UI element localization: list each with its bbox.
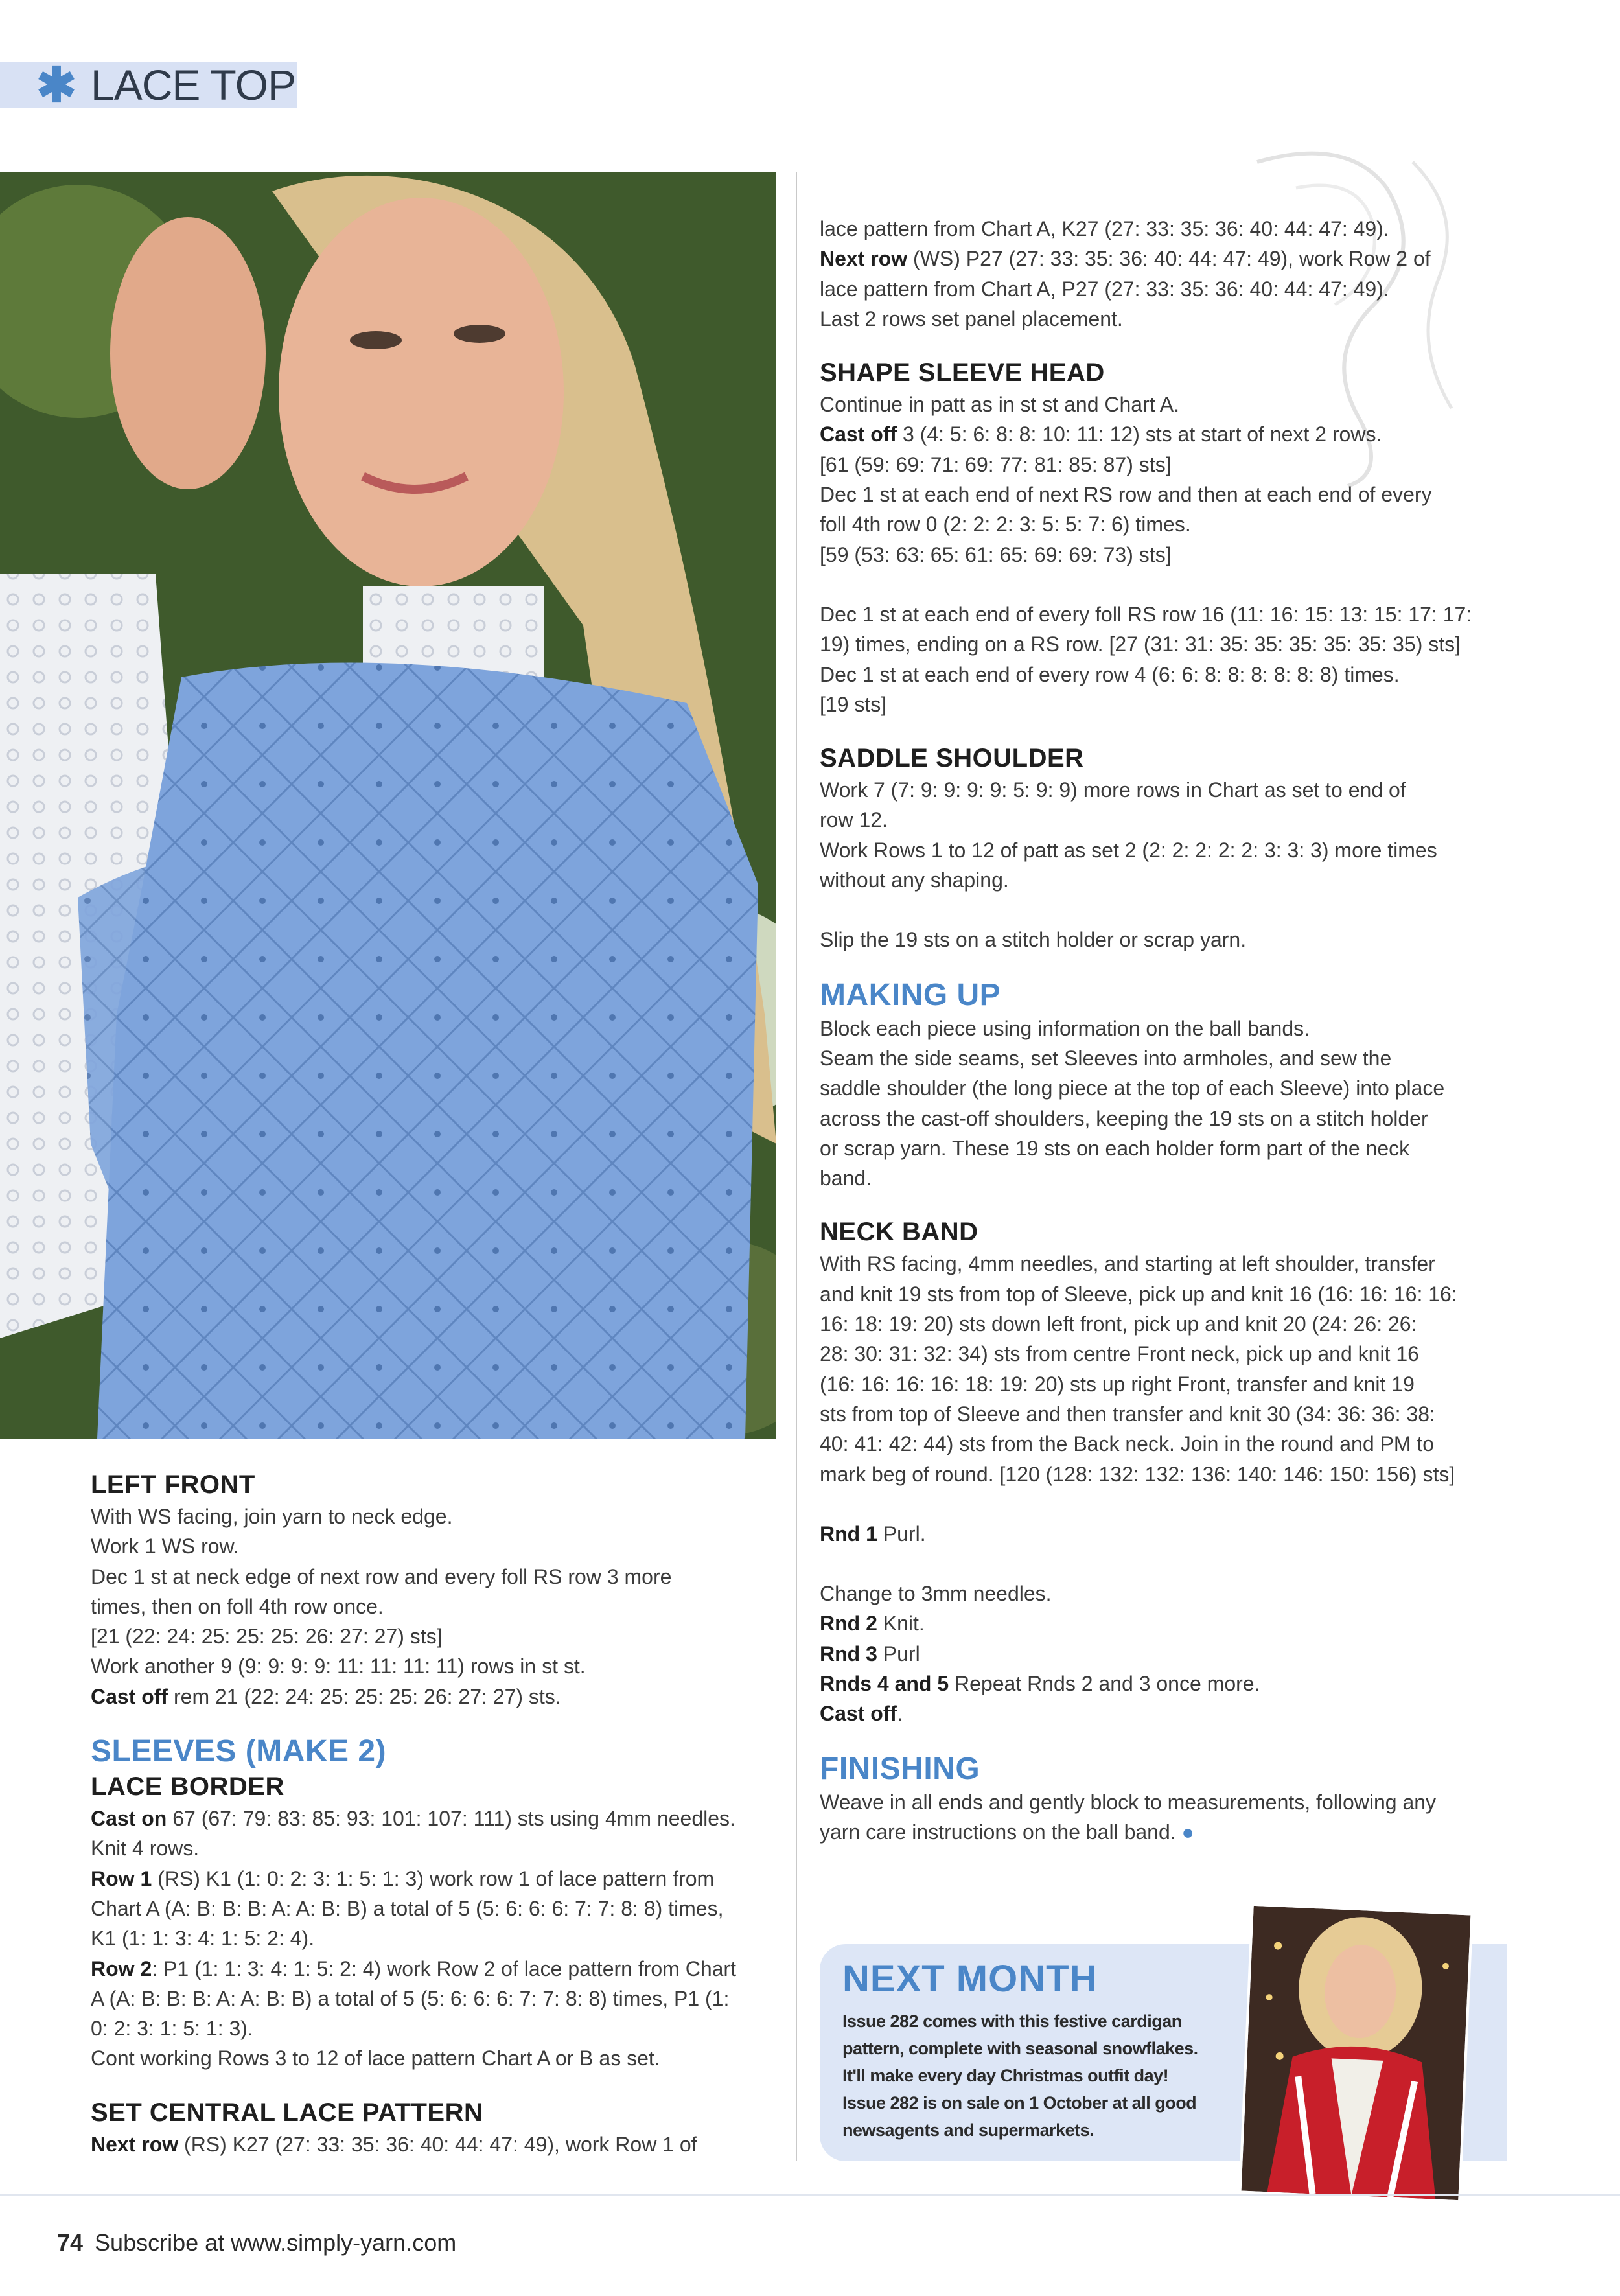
fi-line: Weave in all ends and gently block to measurements, following any — [820, 1790, 1437, 1814]
next-month-line: It'll make every day Christmas outfit day! — [842, 2066, 1169, 2085]
model-photo — [0, 172, 776, 1439]
footer-rule — [0, 2194, 1620, 2196]
sh-line: Dec 1 st at each end of every row 4 (6: 6: 8: 8: 8: 8: 8: 8) times. — [820, 662, 1400, 686]
making-up-heading: MAKING UP — [820, 977, 1001, 1012]
sh-line: [19 sts] — [820, 692, 887, 716]
sleeve-head-heading: SHAPE SLEEVE HEAD — [820, 358, 1105, 388]
rnd-line — [820, 1608, 1520, 1638]
page-number: 74 — [57, 2229, 84, 2256]
next-month-line: Issue 282 comes with this festive cardigan — [842, 2012, 1182, 2031]
sh-line: Dec 1 st at each end of next RS row and then at each end of every — [820, 483, 1432, 507]
rnd-line — [820, 1669, 1520, 1699]
lf-line: Work another 9 (9: 9: 9: 9: 11: 11: 11: 11) rows in st st. — [91, 1654, 586, 1678]
lb-line — [91, 1954, 784, 1984]
lf-line: With WS facing, join yarn to neck edge. — [91, 1505, 453, 1528]
footer — [57, 2229, 456, 2256]
r-bold: Next row — [820, 247, 908, 271]
lb-bold: Cast on — [91, 1807, 167, 1831]
rnd-bold: Rnd 2 — [820, 1612, 877, 1636]
mu-line: Seam the side seams, set Sleeves into armholes, and sew the — [820, 1046, 1392, 1070]
nb-line: 28: 30: 31: 32: 34) sts from centre Front neck, pick up and knit 16 — [820, 1342, 1419, 1366]
mu-line: band. — [820, 1166, 872, 1190]
lf-line: Work 1 WS row. — [91, 1535, 239, 1559]
fi-line — [820, 1817, 1520, 1847]
rnd-text: Repeat Rnds 2 and 3 once more. — [949, 1671, 1260, 1695]
asterisk-icon: ✱ — [36, 58, 77, 112]
lb-line: Cont working Rows 3 to 12 of lace pattern Chart A or B as set. — [91, 2047, 660, 2070]
rnd-text: Purl. — [877, 1522, 926, 1546]
sh-line — [820, 419, 1520, 449]
saddle-heading: SADDLE SHOULDER — [820, 744, 1084, 773]
column-divider — [796, 172, 797, 2161]
cl-bold: Next row — [91, 2132, 179, 2156]
lb-line: 0: 2: 3: 1: 5: 1: 3). — [91, 2017, 253, 2041]
page-title: LACE TOP — [91, 61, 296, 109]
lf-line: Dec 1 st at neck edge of next row and every foll RS row 3 more — [91, 1564, 672, 1588]
rnd-text: . — [897, 1702, 903, 1726]
rnd-bold: Rnd 3 — [820, 1641, 877, 1665]
left-front-heading: LEFT FRONT — [91, 1470, 255, 1499]
ss-line: row 12. — [820, 808, 888, 832]
next-month-title: NEXT MONTH — [842, 1958, 1098, 2000]
nb-line: sts from top of Sleeve and then transfer and knit 30 (34: 36: 36: 38: — [820, 1402, 1435, 1426]
lf-bold: Cast off — [91, 1684, 168, 1708]
cl-line — [91, 2129, 784, 2159]
sh-bold: Cast off — [820, 423, 897, 446]
ss-line: Work 7 (7: 9: 9: 9: 9: 5: 9: 9) more rows in Chart as set to end of — [820, 778, 1406, 802]
rnd-bold: Rnd 1 — [820, 1522, 877, 1546]
nb-line: and knit 19 sts from top of Sleeve, pick up and knit 16 (16: 16: 16: 16: — [820, 1282, 1457, 1306]
sh-line: Continue in patt as in st st and Chart A. — [820, 393, 1179, 417]
next-month-line: pattern, complete with seasonal snowflakes. — [842, 2039, 1198, 2058]
mu-line: Block each piece using information on the ball bands. — [820, 1016, 1310, 1040]
rnd-bold: Cast off — [820, 1702, 897, 1726]
subscribe-link[interactable]: Subscribe at www.simply-yarn.com — [95, 2229, 457, 2256]
next-month-text — [842, 2008, 1218, 2144]
central-lace-heading: SET CENTRAL LACE PATTERN — [91, 2098, 483, 2127]
lb-line: Knit 4 rows. — [91, 1837, 200, 1861]
mu-line: across the cast-off shoulders, keeping the 19 sts on a stitch holder — [820, 1106, 1428, 1130]
sh-text: 3 (4: 5: 6: 8: 8: 10: 11: 12) sts at start of next 2 rows. — [897, 423, 1382, 446]
lb-line — [91, 1803, 784, 1833]
rnd-line — [820, 1699, 1520, 1728]
lb-line — [91, 1864, 784, 1894]
fi-text: yarn care instructions on the ball band. — [820, 1820, 1176, 1844]
next-month-line: newsagents and supermarkets. — [842, 2120, 1094, 2140]
r-line: Last 2 rows set panel placement. — [820, 307, 1123, 330]
ss-line: Work Rows 1 to 12 of patt as set 2 (2: 2: 2: 2: 2: 3: 3: 3) more times — [820, 838, 1437, 862]
rnd-line: Change to 3mm needles. — [820, 1582, 1052, 1606]
lb-bold: Row 1 — [91, 1866, 152, 1890]
finishing-heading: FINISHING — [820, 1751, 980, 1786]
nb-line: 40: 41: 42: 44) sts from the Back neck. Join in the round and PM to — [820, 1432, 1435, 1456]
lb-line: A (A: B: B: B: A: A: B: B) a total of 5 (5: 6: 6: 6: 7: 7: 8: 8) times, P1 (1: — [91, 1986, 730, 2010]
lb-bold: Row 2 — [91, 1956, 152, 1980]
r-line: lace pattern from Chart A, K27 (27: 33: 35: 36: 40: 44: 47: 49). — [820, 217, 1389, 240]
cl-text: (RS) K27 (27: 33: 35: 36: 40: 44: 47: 49), work Row 1 of — [178, 2132, 697, 2156]
next-month-line: Issue 282 is on sale on 1 October at all good — [842, 2093, 1197, 2113]
lb-text: : P1 (1: 1: 3: 4: 1: 5: 2: 4) work Row 2 of lace pattern from Chart — [152, 1956, 736, 1980]
mu-line: or scrap yarn. These 19 sts on each holder form part of the neck — [820, 1136, 1410, 1160]
rnd-line — [820, 1639, 1520, 1669]
lb-line: Chart A (A: B: B: B: A: A: B: B) a total of 5 (5: 6: 6: 6: 7: 7: 8: 8) times, — [91, 1896, 724, 1920]
nb-line: 16: 18: 19: 20) sts down left front, pick up and knit 20 (24: 26: 26: — [820, 1312, 1417, 1336]
lf-line — [91, 1682, 784, 1711]
lb-line: K1 (1: 1: 3: 4: 1: 5: 2: 4). — [91, 1927, 315, 1951]
lb-text: (RS) K1 (1: 0: 2: 3: 1: 5: 1: 3) work row 1 of lace pattern from — [152, 1866, 715, 1890]
neck-band-heading: NECK BAND — [820, 1218, 978, 1247]
nb-line: With RS facing, 4mm needles, and starting at left shoulder, transfer — [820, 1252, 1435, 1276]
sh-line: [61 (59: 69: 71: 69: 77: 81: 85: 87) sts] — [820, 452, 1172, 476]
sh-line: 19) times, ending on a RS row. [27 (31: 31: 35: 35: 35: 35: 35: 35) sts] — [820, 632, 1461, 656]
lf-line: [21 (22: 24: 25: 25: 25: 26: 27: 27) sts] — [91, 1625, 443, 1649]
end-mark-icon: ● — [1181, 1820, 1194, 1844]
nb-line: (16: 16: 16: 16: 18: 19: 20) sts up right Front, transfer and knit 19 — [820, 1372, 1415, 1396]
right-column — [820, 214, 1520, 1847]
sleeves-heading: SLEEVES (MAKE 2) — [91, 1734, 387, 1769]
sh-line: foll 4th row 0 (2: 2: 2: 3: 5: 5: 7: 6) times. — [820, 513, 1191, 537]
lf-text: rem 21 (22: 24: 25: 25: 25: 26: 27: 27) sts. — [168, 1684, 561, 1708]
r-text: (WS) P27 (27: 33: 35: 36: 40: 44: 47: 49), work Row 2 of — [907, 247, 1431, 271]
mu-line: saddle shoulder (the long piece at the top of each Sleeve) into place — [820, 1076, 1445, 1100]
lace-border-heading: LACE BORDER — [91, 1772, 284, 1802]
rnd-text: Knit. — [877, 1612, 925, 1636]
rnd-line — [820, 1519, 1520, 1549]
r-line — [820, 244, 1520, 273]
next-month-photo — [1242, 1906, 1471, 2200]
ss-line: Slip the 19 sts on a stitch holder or scrap yarn. — [820, 928, 1247, 952]
rnd-text: Purl — [877, 1641, 920, 1665]
left-column — [91, 1468, 784, 2159]
sh-line: [59 (53: 63: 65: 61: 65: 69: 69: 73) sts] — [820, 542, 1172, 566]
lb-text: 67 (67: 79: 83: 85: 93: 101: 107: 111) sts using 4mm needles. — [167, 1807, 735, 1831]
nb-line: mark beg of round. [120 (128: 132: 132: 136: 140: 146: 150: 156) sts] — [820, 1462, 1455, 1486]
ss-line: without any shaping. — [820, 868, 1009, 892]
lf-line: times, then on foll 4th row once. — [91, 1594, 384, 1618]
r-line: lace pattern from Chart A, P27 (27: 33: 35: 36: 40: 44: 47: 49). — [820, 277, 1389, 301]
sh-line: Dec 1 st at each end of every foll RS row 16 (11: 16: 15: 13: 15: 17: 17: — [820, 602, 1472, 626]
rnd-bold: Rnds 4 and 5 — [820, 1671, 949, 1695]
